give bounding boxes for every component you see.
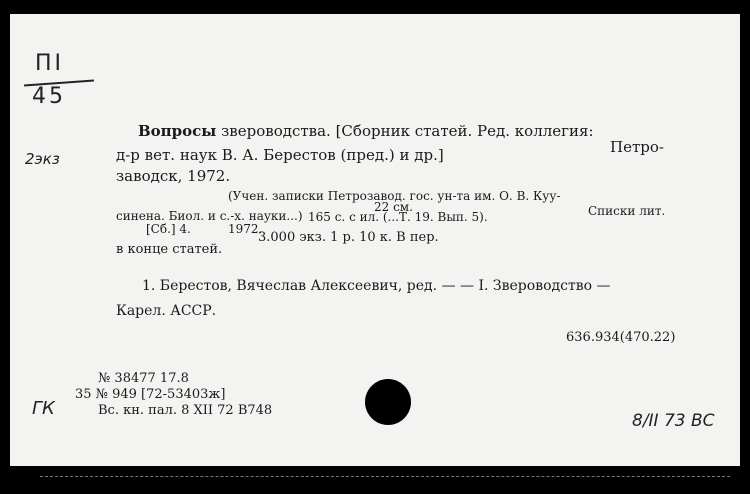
entry-line-5: в конце статей. (116, 242, 223, 257)
tracing-line-1: 1. Берестов, Вячеслав Алексеевич, ред. — — I. Звероводство — (142, 278, 611, 294)
card-punch-hole (365, 379, 411, 425)
entry-title: Вопросы (138, 122, 217, 140)
footer-line-1: № 38477 17.8 (98, 371, 189, 386)
shelf-mark-top: ПI (35, 51, 65, 76)
tracing-line-2: Карел. АССР. (116, 303, 217, 319)
footer-line-2: 35 № 949 [72-53403ж] (75, 387, 226, 402)
series-line-2: синена. Биол. и с.-х. науки...) (116, 209, 303, 223)
series-line-3: [Сб.] 4. (146, 222, 191, 236)
accession-date-note: 8/II 73 BC (632, 411, 715, 431)
bibliography: Списки лит. (588, 204, 666, 218)
catalog-card (10, 14, 740, 466)
entry-line-2a: д-р вет. наук В. А. Берестов (пред.) и др.] (116, 146, 444, 164)
bottom-left-note: ГК (32, 398, 55, 419)
entry-title-rest: звероводства. [Сборник статей. Ред. коллегия: (221, 122, 594, 140)
pages: 165 с. с ил. (...Т. 19. Вып. 5). (308, 210, 488, 224)
classification-number: 636.934(470.22) (566, 330, 676, 345)
size: 22 см. (374, 200, 413, 214)
entry-line-2b: Петро- (610, 138, 664, 156)
entry-line-3: заводск, 1972. (116, 167, 231, 185)
footer-line-3: Вс. кн. пал. 8 XII 72 В748 (98, 403, 273, 418)
card-bottom-edge (40, 476, 730, 478)
price: 3.000 экз. 1 р. 10 к. В пер. (258, 230, 439, 245)
entry-line-1 (138, 122, 594, 140)
shelf-mark-bottom: 45 (32, 84, 66, 109)
year: 1972. (228, 222, 263, 236)
copies-note: 2экз (25, 150, 60, 168)
series-line-1: (Учен. записки Петрозавод. гос. ун-та им. О. В. Куу- (228, 189, 561, 203)
